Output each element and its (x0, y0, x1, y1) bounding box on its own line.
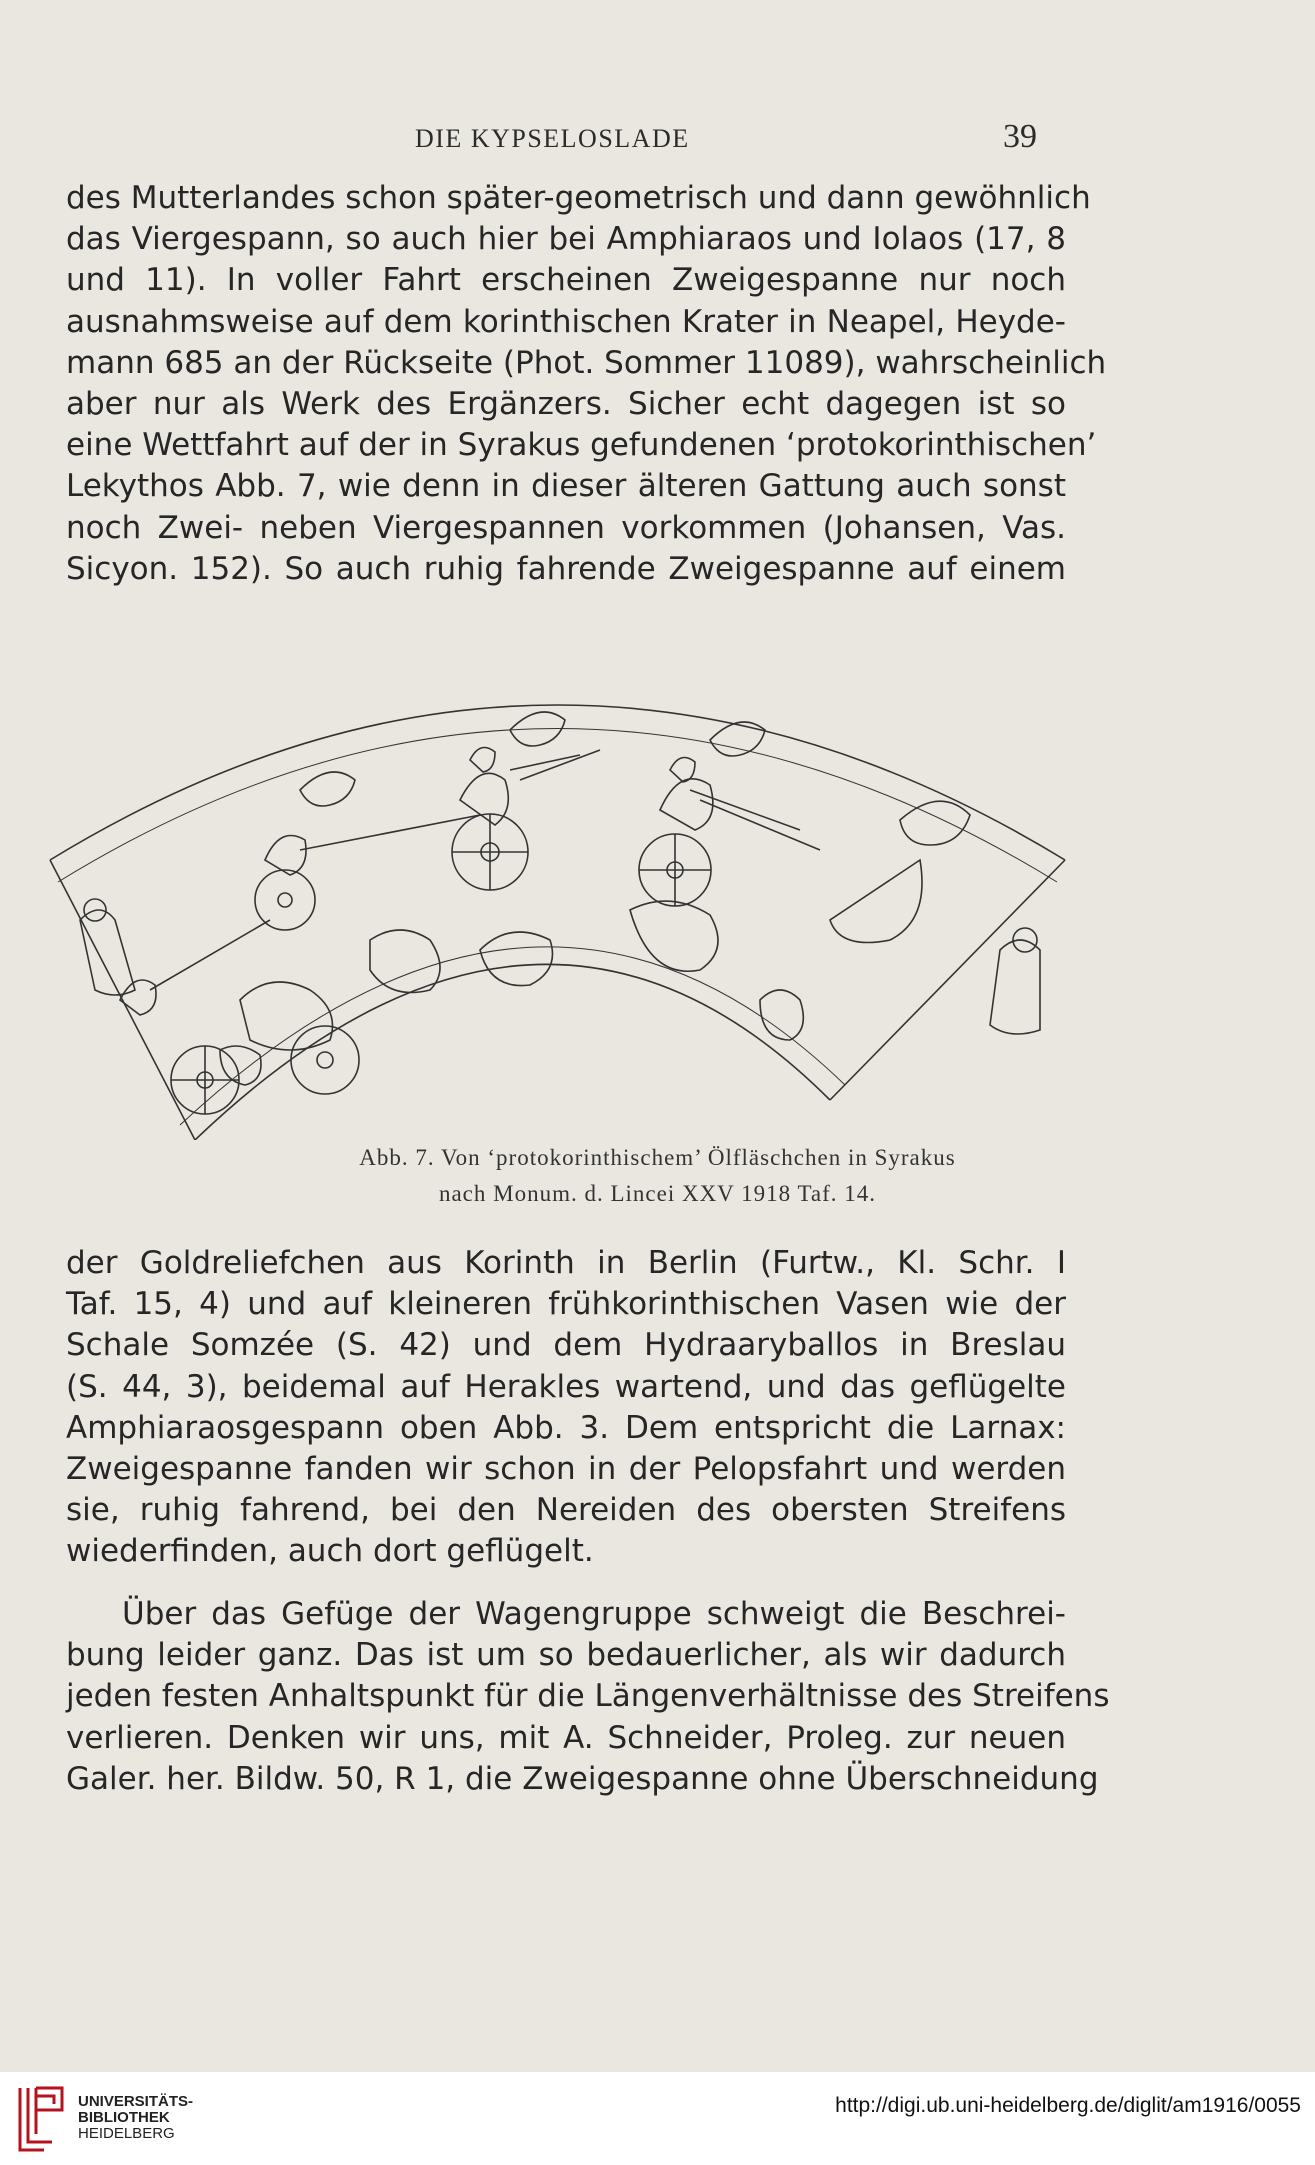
text-line: eine Wettfahrt auf der in Syrakus gefundenen ‘protokorinthischen’ (66, 427, 1097, 464)
page-number: 39 (1003, 118, 1037, 155)
text-line: Lekythos Abb. 7, wie denn in dieser älteren Gattung auch sonst (66, 468, 1066, 505)
text-line: des Mutterlandes schon später-geometrisch und dann gewöhnlich (66, 180, 1091, 216)
figure-caption (0, 1140, 1315, 1212)
text-line: mann 685 an der Rückseite (Phot. Sommer 11089), wahrscheinlich (66, 344, 1107, 381)
paragraph-2 (66, 1243, 1066, 1573)
text-line: Amphiaraosgespann oben Abb. 3. Dem entspricht die Larnax: (66, 1409, 1066, 1446)
text-line: Taf. 15, 4) und auf kleineren frühkorinthischen Vasen wie der (66, 1286, 1066, 1323)
text-line: verlieren. Denken wir uns, mit A. Schneider, Proleg. zur neuen (66, 1719, 1066, 1756)
text-line: Über das Gefüge der Wagengruppe schweigt die Beschrei- (122, 1596, 1066, 1632)
text-line: noch Zwei- neben Viergespannen vorkommen (Johansen, Vas. (66, 509, 1066, 546)
caption-line-1: Abb. 7. Von ‘protokorinthischem’ Ölfläschchen in Syrakus (359, 1145, 956, 1170)
library-logo-text (78, 2094, 193, 2142)
paragraph-3 (66, 1594, 1110, 1800)
text-line: sie, ruhig fahrend, bei den Nereiden des obersten Streifens (66, 1492, 1066, 1529)
permalink-url[interactable]: http://digi.ub.uni-heidelberg.de/diglit/am1916/0055 (835, 2094, 1301, 2117)
text-line: wiederfinden, auch dort geflügelt. (66, 1533, 594, 1570)
footer-bar (0, 2072, 1315, 2165)
running-head (0, 118, 1315, 158)
lekythos-frieze-drawing (40, 620, 1075, 1140)
text-line: bung leider ganz. Das ist um so bedauerlicher, als wir dadurch (66, 1637, 1066, 1674)
library-logo-icon (14, 2080, 70, 2156)
figure-lekythos-drawing (40, 620, 1075, 1140)
paragraph-1 (66, 178, 1107, 590)
text-line: Schale Somzée (S. 42) und dem Hydraaryballos in Breslau (66, 1327, 1066, 1364)
text-line: Zweigespanne fanden wir schon in der Pelopsfahrt und werden (66, 1451, 1066, 1488)
logo-line-2: BIBLIOTHEK (78, 2109, 170, 2126)
text-line: das Viergespann, so auch hier bei Amphiaraos und Iolaos (17, 8 (66, 221, 1066, 258)
text-line: (S. 44, 3), beidemal auf Herakles wartend, und das geflügelte (66, 1368, 1066, 1405)
text-line: Galer. her. Bildw. 50, R 1, die Zweigespanne ohne Überschneidung (66, 1760, 1099, 1797)
text-line: Sicyon. 152). So auch ruhig fahrende Zweigespanne auf einem (66, 550, 1066, 587)
text-line: und 11). In voller Fahrt erscheinen Zweigespanne nur noch (66, 262, 1066, 299)
logo-line-3: HEIDELBERG (78, 2125, 175, 2142)
logo-line-1: UNIVERSITÄTS- (78, 2093, 194, 2110)
text-line: jeden festen Anhaltspunkt für die Längenverhältnisse des Streifens (66, 1678, 1110, 1715)
caption-line-2: nach Monum. d. Lincei XXV 1918 Taf. 14. (438, 1181, 877, 1206)
running-title: DIE KYPSELOSLADE (415, 124, 690, 153)
text-line: ausnahmsweise auf dem korinthischen Krater in Neapel, Heyde- (66, 303, 1066, 340)
text-line: der Goldreliefchen aus Korinth in Berlin (Furtw., Kl. Schr. I (66, 1245, 1066, 1281)
text-line: aber nur als Werk des Ergänzers. Sicher echt dagegen ist so (66, 386, 1066, 423)
